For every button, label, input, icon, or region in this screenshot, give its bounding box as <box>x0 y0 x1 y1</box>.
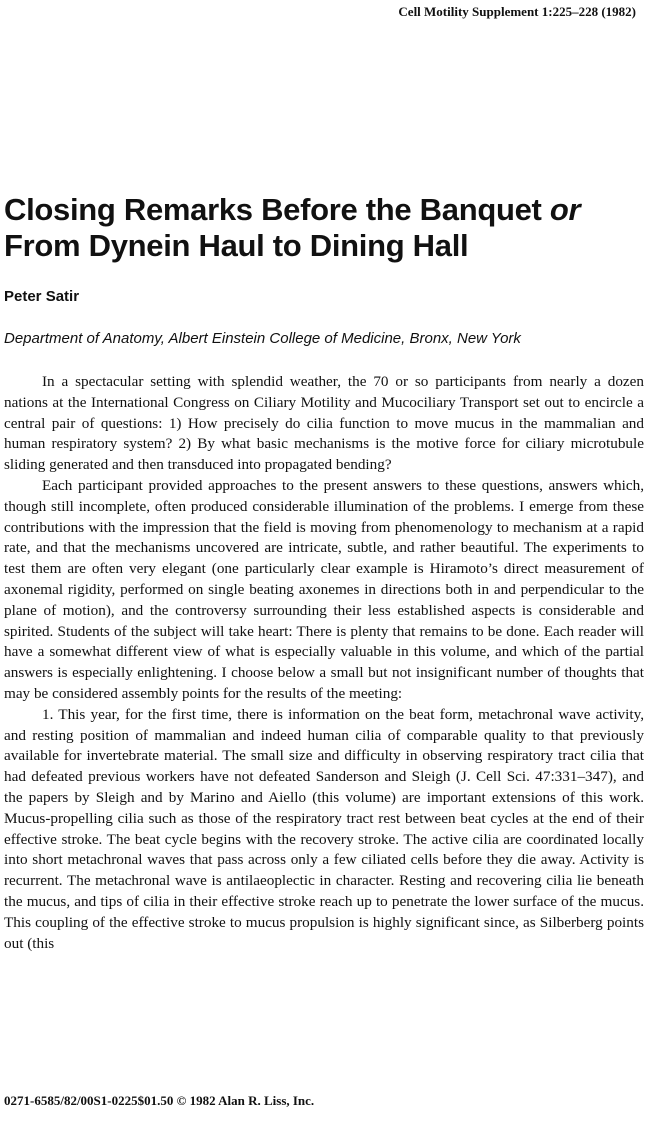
body-paragraph-2: Each participant provided approaches to the present answers to these questions, answers which, though still incomplete, often produced considerable illumination of the problems. I emerge from these contributions with the impression that the field is moving from phenomenology to mechanism at a rapid rate, and that the mechanisms uncovered are intricate, subtle, and rather beautiful. The experiments to test them are often very elegant (one particularly clear example is Hiramoto’s direct measurement of axonemal rigidity, performed on single beating axonemes in directions both in and perpendicular to the plane of motion), and the controversy surrounding their less established aspects is considerable and spirited. Students of the subject will take heart: There is plenty that remains to be done. Each reader will have a somewhat different view of what is especially valuable in this volume, and which of the partial answers is especially enlightening. I choose below a small but not insignificant number of thoughts that may be considered assembly points for the results of the meeting: <box>4 476 644 702</box>
body-paragraph-3: 1. This year, for the first time, there is information on the beat form, metachronal wave activity, and resting position of mammalian and indeed human cilia of comparable quality to that previously available for invertebrate material. The small size and difficulty in observing respiratory tract cilia that had defeated previous workers have not defeated Sanderson and Sleigh (J. Cell Sci. 47:331–347), and the papers by Sleigh and by Marino and Aiello (this volume) are important extensions of this work. Mucus-propelling cilia such as those of the respiratory tract rest between beat cycles at the end of their effective stroke. The beat cycle begins with the recovery stroke. The active cilia are coordinated locally into short metachronal waves that pass across only a few ciliated cells before they die away. Activity is recurrent. The metachronal wave is antilaeoplectic in character. Resting and recovering cilia lie beneath the mucus, and tips of cilia in their effective stroke reach up to penetrate the lower surface of the mucus. This coupling of the effective stroke to mucus propulsion is highly significant since, as Silberberg points out (this <box>4 705 644 952</box>
running-head: Cell Motility Supplement 1:225–228 (1982) <box>398 4 636 19</box>
author-name: Peter Satir <box>4 288 80 305</box>
article-title <box>4 192 644 264</box>
copyright-footer: 0271-6585/82/00S1-0225$01.50 © 1982 Alan R. Liss, Inc. <box>4 1093 315 1108</box>
title-line-1 <box>4 192 644 228</box>
article-body <box>4 372 644 954</box>
title-or: or <box>549 192 581 227</box>
title-line-2: From Dynein Haul to Dining Hall <box>4 228 469 263</box>
title-part-1: Closing Remarks Before the Banquet <box>4 192 542 227</box>
body-paragraph-1: In a spectacular setting with splendid weather, the 70 or so participants from nearly a dozen nations at the International Congress on Ciliary Motility and Mucociliary Transport set out to encircle a central pair of questions: 1) How precisely do cilia function to move mucus in the mammalian and human respiratory system? 2) By what basic mechanisms is the motive force for ciliary microtubule sliding generated and then transduced into propagated bending? <box>4 373 644 474</box>
author-affiliation: Department of Anatomy, Albert Einstein College of Medicine, Bronx, New York <box>4 330 521 347</box>
